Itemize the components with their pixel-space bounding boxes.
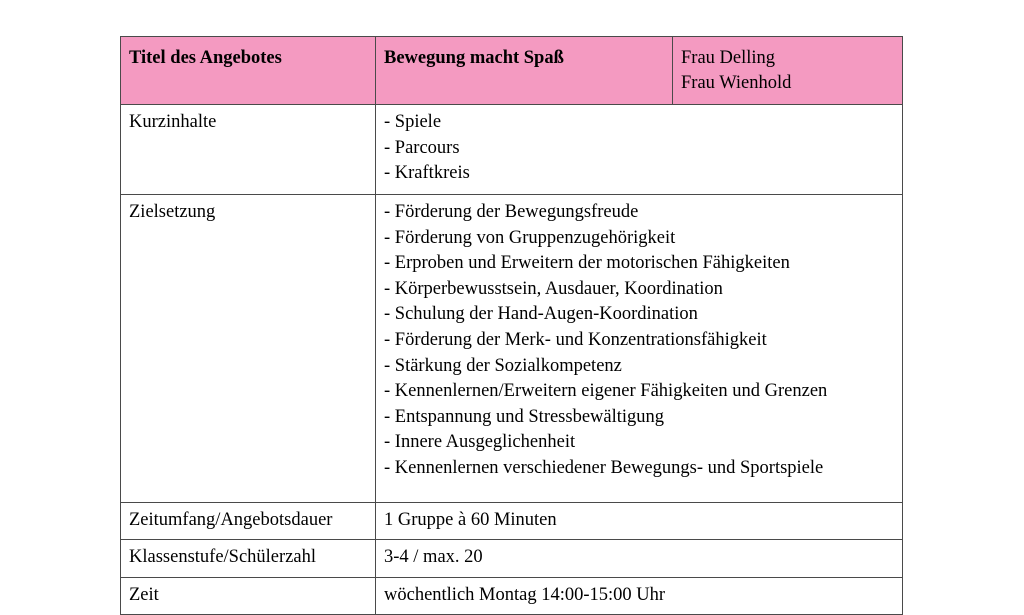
row-label-klassenstufe: Klassenstufe/Schülerzahl bbox=[121, 540, 376, 578]
row-value-zeit: wöchentlich Montag 14:00-15:00 Uhr bbox=[376, 577, 903, 615]
table-row bbox=[121, 194, 903, 502]
list-item: - Förderung von Gruppenzugehörigkeit bbox=[384, 227, 676, 248]
row-value-zielsetzung bbox=[376, 194, 903, 502]
row-value-kurzinhalte bbox=[376, 105, 903, 195]
header-title-label: Titel des Angebotes bbox=[121, 37, 376, 105]
list-item: - Spiele bbox=[384, 112, 442, 133]
list-item: - Förderung der Bewegungsfreude bbox=[384, 201, 639, 222]
list-item: - Entspannung und Stressbewältigung bbox=[384, 406, 665, 427]
row-value-zeitumfang: 1 Gruppe à 60 Minuten bbox=[376, 502, 903, 540]
list-item: - Förderung der Merk- und Konzentrationsfähigkeit bbox=[384, 329, 767, 350]
table-row bbox=[121, 502, 903, 540]
header-staff-cell bbox=[673, 37, 903, 105]
list-item: - Schulung der Hand-Augen-Koordination bbox=[384, 304, 698, 325]
row-label-zeitumfang: Zeitumfang/Angebotsdauer bbox=[121, 502, 376, 540]
offer-description-table bbox=[120, 36, 903, 615]
list-item: - Erproben und Erweitern der motorischen Fähigkeiten bbox=[384, 253, 790, 274]
list-item: - Parcours bbox=[384, 137, 460, 158]
list-item: - Innere Ausgeglichenheit bbox=[384, 432, 576, 453]
table-row bbox=[121, 105, 903, 195]
row-value-klassenstufe: 3-4 / max. 20 bbox=[376, 540, 903, 578]
row-label-kurzinhalte: Kurzinhalte bbox=[121, 105, 376, 195]
list-item: - Kennenlernen verschiedener Bewegungs- und Sportspiele bbox=[384, 457, 824, 478]
table-row bbox=[121, 577, 903, 615]
staff-name-1: Frau Delling bbox=[681, 48, 776, 68]
staff-name-2: Frau Wienhold bbox=[681, 72, 792, 93]
row-label-zielsetzung: Zielsetzung bbox=[121, 194, 376, 502]
table-row bbox=[121, 540, 903, 578]
list-item: - Kennenlernen/Erweitern eigener Fähigkeiten und Grenzen bbox=[384, 381, 828, 402]
row-label-zeit: Zeit bbox=[121, 577, 376, 615]
table-header-row bbox=[121, 37, 903, 105]
header-title-value: Bewegung macht Spaß bbox=[376, 37, 673, 105]
list-item: - Körperbewusstsein, Ausdauer, Koordination bbox=[384, 278, 723, 299]
list-item: - Stärkung der Sozialkompetenz bbox=[384, 355, 622, 376]
list-item: - Kraftkreis bbox=[384, 163, 470, 184]
